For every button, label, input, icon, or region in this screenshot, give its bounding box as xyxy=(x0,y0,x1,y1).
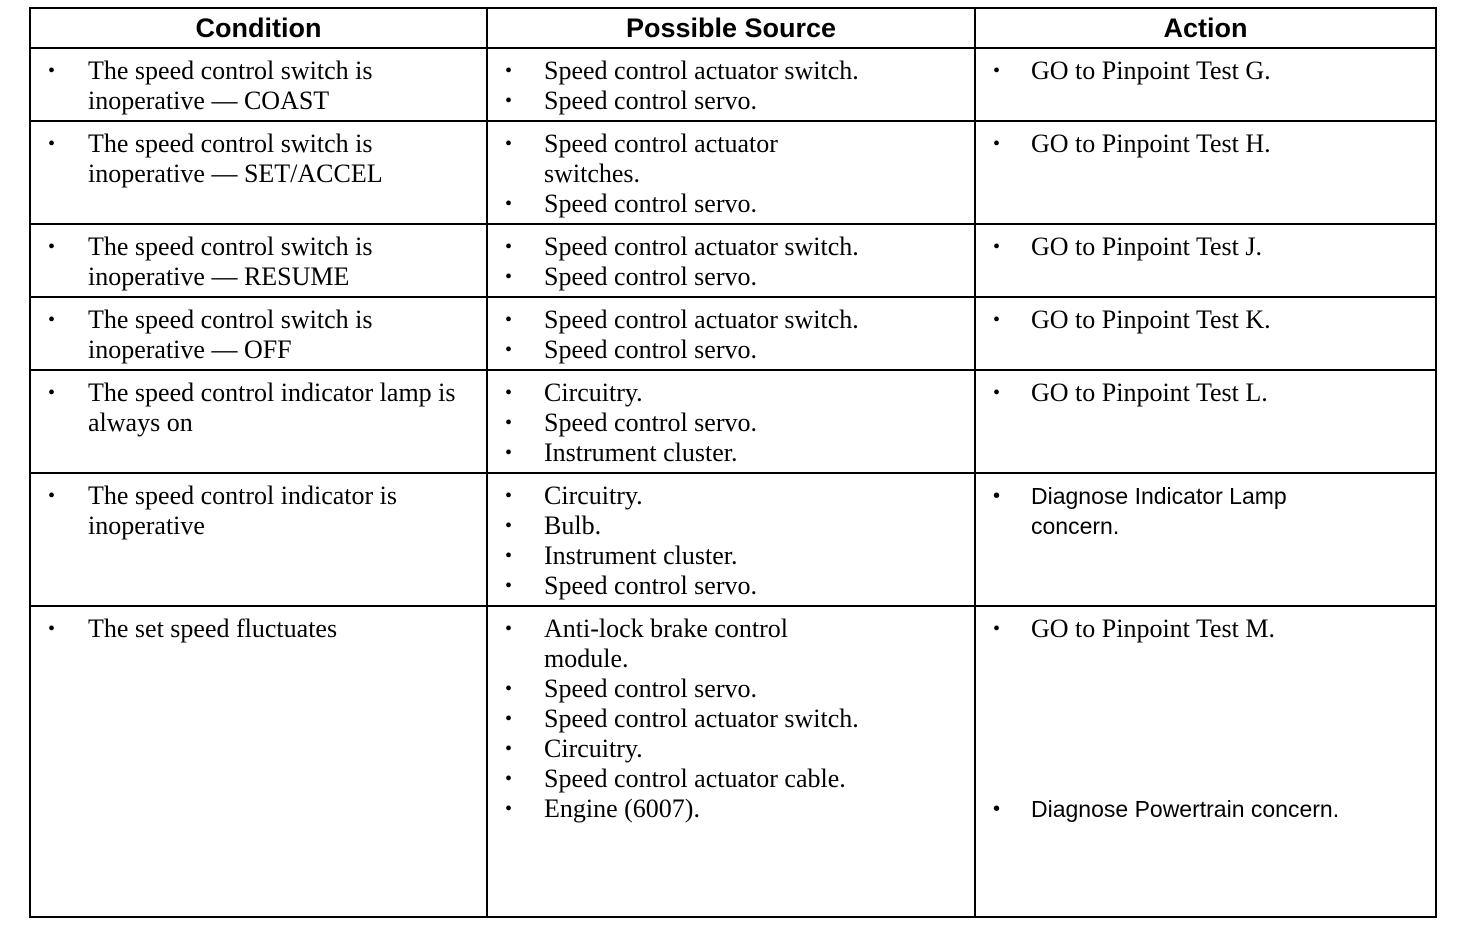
action-item: • Diagnose Powertrain concern. xyxy=(976,794,1427,824)
table-row xyxy=(30,224,1436,297)
source-item: • Speed control servo. xyxy=(488,571,966,601)
table-row xyxy=(30,297,1436,370)
source-cell xyxy=(487,121,975,224)
source-item: • Speed control servo. xyxy=(488,674,966,704)
action-cell xyxy=(975,473,1436,606)
source-item: • Circuitry. xyxy=(488,378,966,408)
action-item: • GO to Pinpoint Test H. xyxy=(976,129,1427,159)
condition-cell xyxy=(30,473,487,606)
action-item: • GO to Pinpoint Test M. xyxy=(976,614,1427,644)
table-row xyxy=(30,121,1436,224)
action-item: • Diagnose Indicator Lamp concern. xyxy=(976,481,1427,541)
table-row xyxy=(30,473,1436,606)
condition-cell xyxy=(30,121,487,224)
condition-item: • The speed control switch is inoperative — RESUME xyxy=(31,232,478,292)
source-item: • Speed control actuator switch. xyxy=(488,305,966,335)
source-item: • Speed control actuator switch. xyxy=(488,704,966,734)
header-possible-source: Possible Source xyxy=(487,8,975,48)
action-item: • GO to Pinpoint Test J. xyxy=(976,232,1427,262)
header-row xyxy=(30,8,1436,48)
action-cell xyxy=(975,48,1436,121)
condition-item: • The set speed fluctuates xyxy=(31,614,478,644)
source-item: • Speed control actuator cable. xyxy=(488,764,966,794)
action-cell xyxy=(975,370,1436,473)
condition-item: • The speed control switch is inoperative — COAST xyxy=(31,56,478,116)
table-row xyxy=(30,48,1436,121)
source-item: • Instrument cluster. xyxy=(488,438,966,468)
action-cell xyxy=(975,297,1436,370)
condition-item: • The speed control indicator is inoperative xyxy=(31,481,478,541)
action-item: • GO to Pinpoint Test G. xyxy=(976,56,1427,86)
source-item: • Speed control servo. xyxy=(488,86,966,116)
source-cell xyxy=(487,297,975,370)
action-item: • GO to Pinpoint Test L. xyxy=(976,378,1427,408)
table-row xyxy=(30,370,1436,473)
source-item: • Circuitry. xyxy=(488,481,966,511)
action-cell xyxy=(975,606,1436,917)
header-condition: Condition xyxy=(30,8,487,48)
source-item: • Speed control actuator switch. xyxy=(488,232,966,262)
diagnosis-table xyxy=(29,7,1437,918)
source-item: • Speed control servo. xyxy=(488,408,966,438)
condition-cell xyxy=(30,606,487,917)
source-cell xyxy=(487,224,975,297)
header-action: Action xyxy=(975,8,1436,48)
source-item: • Bulb. xyxy=(488,511,966,541)
condition-cell xyxy=(30,370,487,473)
source-cell xyxy=(487,48,975,121)
source-item: • Speed control servo. xyxy=(488,262,966,292)
condition-cell xyxy=(30,224,487,297)
source-item: • Speed control actuator switches. xyxy=(488,129,966,189)
action-cell xyxy=(975,121,1436,224)
source-item: • Speed control servo. xyxy=(488,189,966,219)
source-cell xyxy=(487,606,975,917)
condition-item: • The speed control indicator lamp is always on xyxy=(31,378,478,438)
action-cell xyxy=(975,224,1436,297)
action-item: • GO to Pinpoint Test K. xyxy=(976,305,1427,335)
condition-item: • The speed control switch is inoperative — SET/ACCEL xyxy=(31,129,478,189)
condition-item: • The speed control switch is inoperative — OFF xyxy=(31,305,478,365)
source-item: • Speed control servo. xyxy=(488,335,966,365)
source-cell xyxy=(487,370,975,473)
source-item: • Engine (6007). xyxy=(488,794,966,824)
condition-cell xyxy=(30,297,487,370)
source-item: • Instrument cluster. xyxy=(488,541,966,571)
condition-cell xyxy=(30,48,487,121)
source-item: • Anti-lock brake control module. xyxy=(488,614,966,674)
source-item: • Circuitry. xyxy=(488,734,966,764)
source-item: • Speed control actuator switch. xyxy=(488,56,966,86)
source-cell xyxy=(487,473,975,606)
table-row xyxy=(30,606,1436,917)
